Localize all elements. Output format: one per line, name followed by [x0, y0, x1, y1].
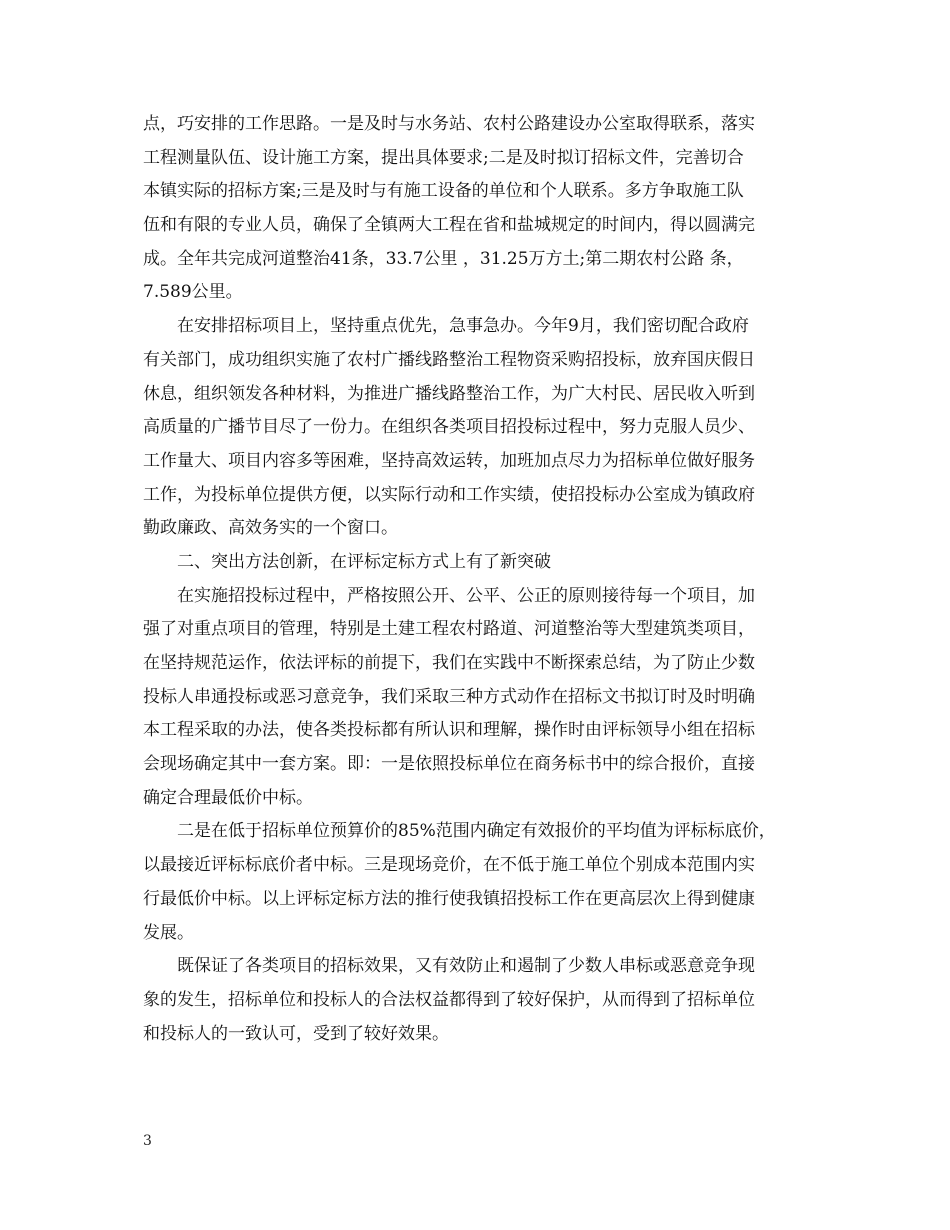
text-line: 工程测量队伍、设计施工方案，提出具体要求;二是及时拟订招标文件，完善切合	[143, 147, 744, 168]
text-line: 和投标人的一致认可，受到了较好效果。	[143, 1023, 449, 1044]
paragraph-2	[143, 310, 828, 546]
text-line: 在安排招标项目上，坚持重点优先，急事急办。今年9月，我们密切配合政府	[143, 316, 749, 337]
text-line: 本工程采取的办法，使各类投标都有所认识和理解，操作时由评标领导小组在招标	[143, 720, 755, 741]
heading-line: 二、突出方法创新，在评标定标方式上有了新突破	[143, 551, 551, 572]
text-line: 会现场确定其中一套方案。即：一是依照投标单位在商务标书中的综合报价，直接	[143, 754, 755, 775]
section-heading	[143, 546, 828, 580]
text-line: 勤政廉政、高效务实的一个窗口。	[143, 518, 398, 539]
text-line: 以最接近评标标底价者中标。三是现场竞价，在不低于施工单位个别成本范围内实	[143, 855, 755, 876]
document-body	[143, 108, 828, 1051]
paragraph-4	[143, 815, 828, 950]
text-line: 发展。	[143, 922, 194, 943]
text-line: 工作量大、项目内容多等困难，坚持高效运转，加班加点尽力为招标单位做好服务	[143, 450, 755, 471]
text-line: 高质量的广播节目尽了一份力。在组织各类项目招投标过程中，努力克服人员少、	[143, 417, 755, 438]
text-line: 成。全年共完成河道整治41条，33.7公里 ，31.25万方土;第二期农村公路 条，	[143, 248, 744, 269]
text-line: 二是在低于招标单位预算价的85%范围内确定有效报价的平均值为评标标底价，	[143, 821, 776, 842]
text-line: 有关部门，成功组织实施了农村广播线路整治工程物资采购招投标，放弃国庆假日	[143, 349, 755, 370]
text-line: 本镇实际的招标方案;三是及时与有施工设备的单位和个人联系。多方争取施工队	[143, 181, 744, 202]
text-line: 伍和有限的专业人员，确保了全镇两大工程在省和盐城规定的时间内，得以圆满完	[143, 215, 755, 236]
text-line: 7.589公里。	[143, 282, 243, 303]
text-line: 在坚持规范运作，依法评标的前提下，我们在实践中不断探索总结，为了防止少数	[143, 653, 755, 673]
text-line: 工作，为投标单位提供方便，以实际行动和工作实绩，使招投标办公室成为镇政府	[143, 484, 755, 505]
text-line: 既保证了各类项目的招标效果，又有效防止和遏制了少数人串标或恶意竞争现	[143, 956, 755, 977]
text-line: 确定合理最低价中标。	[143, 787, 313, 808]
text-line: 点，巧安排的工作思路。一是及时与水务站、农村公路建设办公室取得联系，落实	[143, 114, 755, 134]
text-line: 投标人串通投标或恶习意竞争，我们采取三种方式动作在招标文书拟订时及时明确	[143, 686, 755, 707]
page-number: 3	[143, 1133, 152, 1149]
text-line: 休息，组织领发各种材料，为推进广播线路整治工作，为广大村民、居民收入听到	[143, 383, 755, 404]
text-line: 象的发生，招标单位和投标人的合法权益都得到了较好保护，从而得到了招标单位	[143, 989, 755, 1010]
paragraph-1	[143, 108, 828, 310]
text-line: 行最低价中标。以上评标定标方法的推行使我镇招投标工作在更高层次上得到健康	[143, 888, 755, 909]
paragraph-5	[143, 950, 828, 1051]
paragraph-3	[143, 580, 828, 816]
text-line: 强了对重点项目的管理，特别是土建工程农村路道、河道整治等大型建筑类项目，	[143, 619, 755, 640]
text-line: 在实施招投标过程中，严格按照公开、公平、公正的原则接待每一个项目，加	[143, 585, 755, 606]
